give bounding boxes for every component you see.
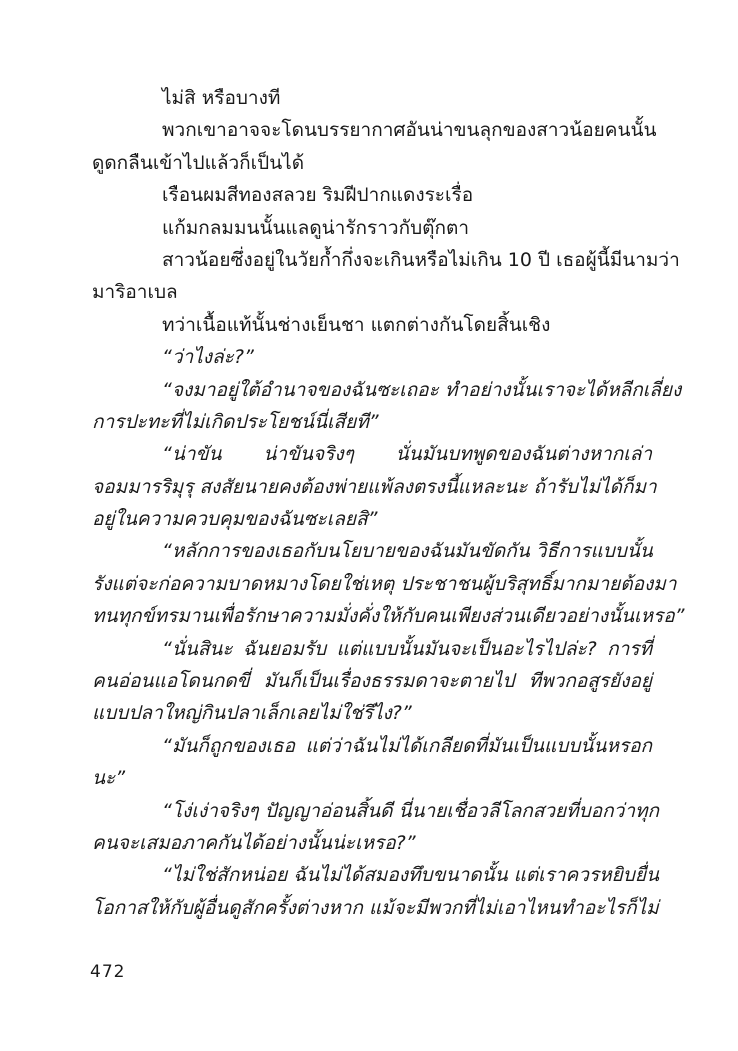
dialog-line: ทนทุกข์ทรมานเพื่อรักษาความมั่งคั่งให้กับคนเพียงส่วนเดียวอย่างนั้นเหรอ”	[92, 605, 685, 628]
dialog-line: รังแต่จะก่อความบาดหมางโดยใช่เหตุ ประชาชนผู้บริสุทธิ์มากมายต้องมา	[92, 572, 677, 595]
dialog-line: “มันก็ถูกของเธอ แต่ว่าฉันไม่ได้เกลียดที่มันเป็นแบบนั้นหรอก	[162, 734, 652, 757]
text-line: เรือนผมสีทองสลวย ริมฝีปากแดงระเรื่อ	[162, 184, 474, 207]
dialog-line: นะ”	[92, 767, 126, 790]
dialog-line: “จงมาอยู่ใต้อำนาจของฉันซะเถอะ ทำอย่างนั้นเราจะได้หลีกเลี่ยง	[162, 378, 682, 401]
page-number: 472	[90, 962, 126, 982]
text-line: พวกเขาอาจจะโดนบรรยากาศอันน่าขนลุกของสาวน้อยคนนั้น	[162, 119, 657, 142]
dialog-line: โอกาสให้กับผู้อื่นดูสักครั้งต่างหาก แม้จะมีพวกที่ไม่เอาไหนทำอะไรก็ไม่	[92, 896, 659, 919]
dialog-line: แบบปลาใหญ่กินปลาเล็กเลยไม่ใช่รึไง?”	[92, 702, 412, 725]
dialog-line: “หลักการของเธอกับนโยบายของฉันมันขัดกัน วิธีการแบบนั้น	[162, 540, 653, 563]
dialog-line: “โง่เง่าจริงๆ ปัญญาอ่อนสิ้นดี นี่นายเชื่อวลีโลกสวยที่บอกว่าทุก	[162, 799, 660, 822]
dialog-line: จอมมารริมุรุ สงสัยนายคงต้องพ่ายแพ้ลงตรงนี้แหละนะ ถ้ารับไม่ได้ก็มา	[92, 475, 657, 498]
dialog-line: การปะทะที่ไม่เกิดประโยชน์นี่เสียที”	[92, 410, 379, 433]
body-text	[92, 82, 685, 924]
text-line: ดูดกลืนเข้าไปแล้วก็เป็นได้	[92, 151, 305, 174]
text-line: สาวน้อยซึ่งอยู่ในวัยก้ำกึ่งจะเกินหรือไม่เกิน 10 ปี เธอผู้นี้มีนามว่า	[162, 248, 680, 271]
dialog-line: คนจะเสมอภาคกันได้อย่างนั้นน่ะเหรอ?”	[92, 831, 416, 854]
text-line: แก้มกลมมนนั้นแลดูน่ารักราวกับตุ๊กตา	[162, 216, 469, 239]
dialog-line: คนอ่อนแอโดนกดขี่ มันก็เป็นเรื่องธรรมดาจะตายไป ทีพวกอสูรยังอยู่	[92, 670, 652, 693]
dialog-line: “ว่าไงล่ะ?”	[162, 346, 254, 369]
text-line: มาริอาเบล	[92, 281, 178, 304]
dialog-line: อยู่ในความควบคุมของฉันซะเลยสิ”	[92, 508, 378, 531]
dialog-line: “ไม่ใช่สักหน่อย ฉันไม่ได้สมองทึบขนาดนั้น แต่เราควรหยิบยื่น	[162, 864, 659, 887]
dialog-line: “นั่นสินะ ฉันยอมรับ แต่แบบนั้นมันจะเป็นอะไรไปล่ะ? การที่	[162, 637, 652, 660]
dialog-line: “น่าขัน น่าขันจริงๆ นั่นมันบทพูดของฉันต่างหากเล่า	[162, 443, 652, 466]
text-line: ไม่สิ หรือบางที	[162, 87, 281, 109]
text-line: ทว่าเนื้อแท้นั้นช่างเย็นชา แตกต่างกันโดยสิ้นเชิง	[162, 313, 551, 336]
